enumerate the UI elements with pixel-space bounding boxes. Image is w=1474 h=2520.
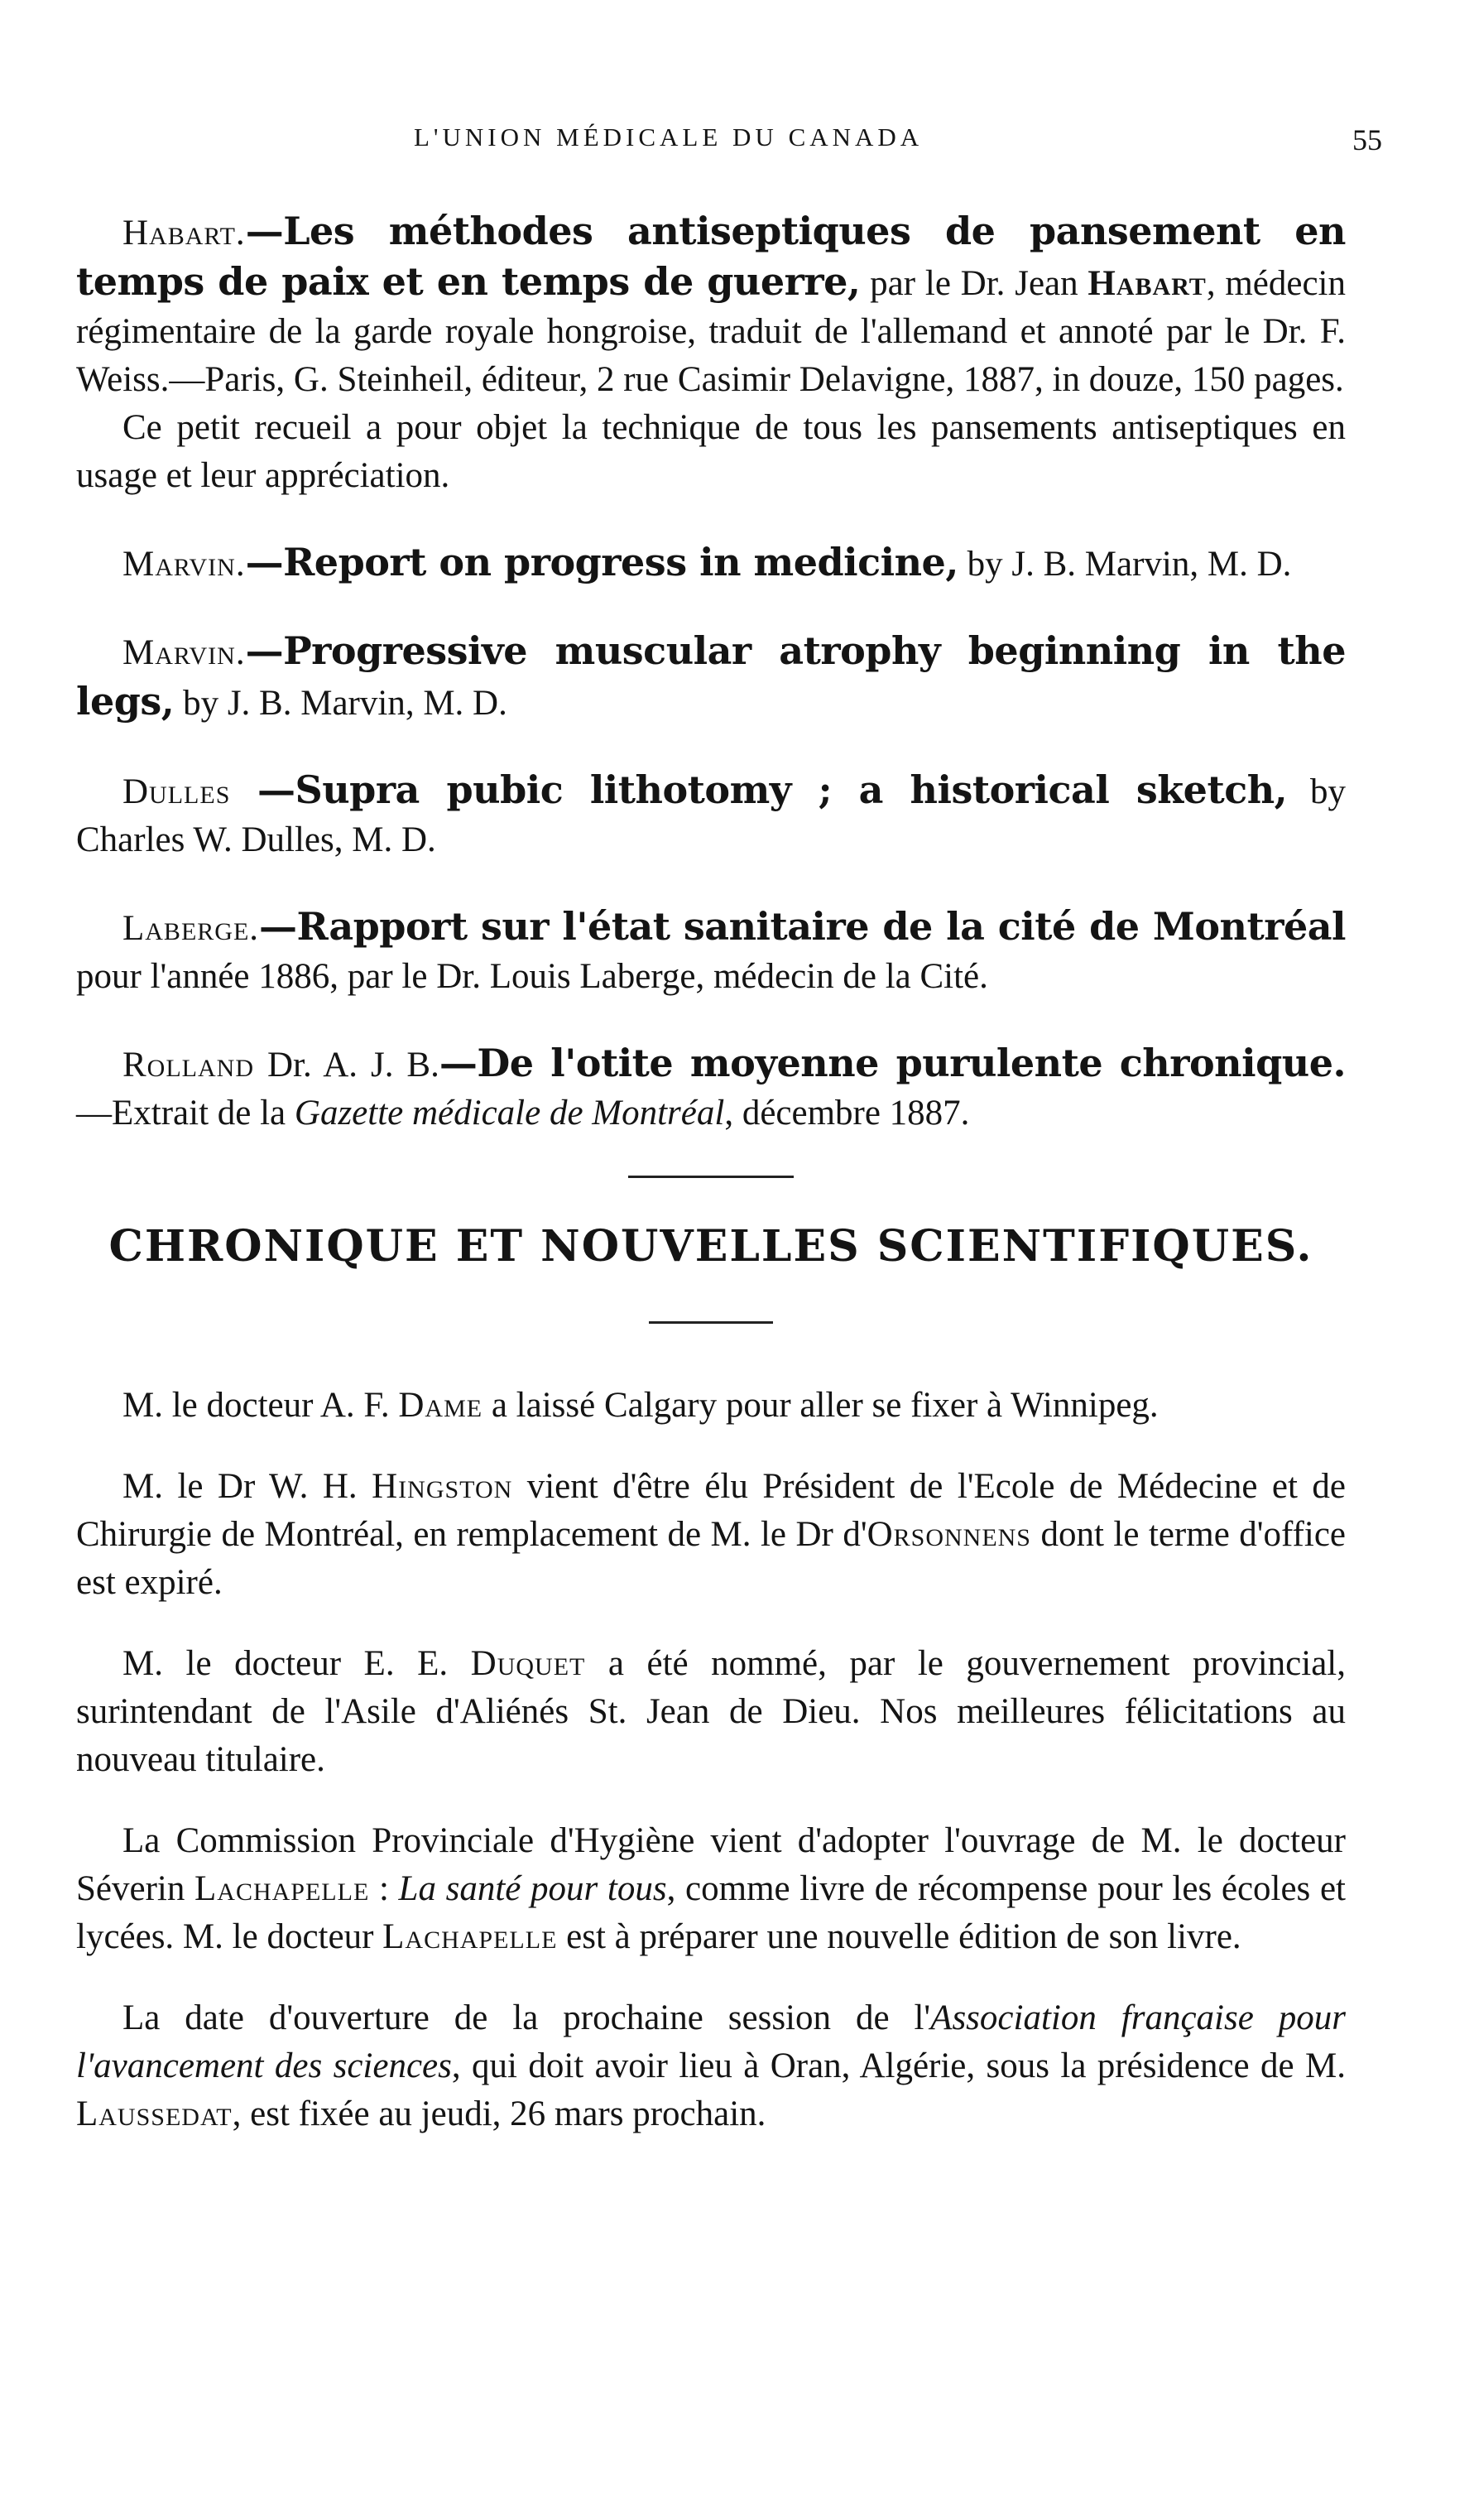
news-text: La Commission Provinciale d'Hygiène vient d'adopter l'ouvrage de M. le docteur Séverin <box>76 1821 1346 1908</box>
entry-author: Marvin. <box>122 633 246 672</box>
association-name: Association française pour l'avancement des sciences <box>76 1998 1346 2085</box>
entry-details: , médecin régimentaire de la garde royale hongroise, traduit de l'allemand et annoté par le Dr. F. Weiss.—Paris, G. Steinheil, éditeur, 2 rue Casimir Delavigne, 1887, in douze, 150 pages. <box>76 264 1347 399</box>
entry-details: by Charles W. Dulles, M. D. <box>76 772 1347 859</box>
entry-title: —Progressive muscular atrophy beginning in the legs, <box>76 628 1346 724</box>
bibliography-entry-dulles <box>76 766 1346 864</box>
entry-summary: Ce petit recueil a pour objet la technique de tous les pansements antiseptiques en usage et leur appréciation. <box>76 408 1346 495</box>
entry-details: by J. B. Marvin, M. D. <box>174 684 507 723</box>
news-text: est à préparer une nouvelle édition de son livre. <box>557 1917 1241 1956</box>
entry-details: pour l'année 1886, par le Dr. Louis Laberge, médecin de la Cité. <box>76 957 988 996</box>
news-item-association <box>76 1994 1346 2138</box>
news-text: , comme livre de récompense pour les écoles et lycées. M. le docteur <box>76 1869 1346 1956</box>
person-name: Orsonnens <box>867 1515 1031 1554</box>
entry-title: —De l'otite moyenne purulente chronique. <box>439 1041 1346 1085</box>
running-head <box>74 123 1382 172</box>
entry-citation <box>76 538 1346 589</box>
person-name: Lachapelle <box>194 1869 370 1908</box>
entry-details: par le Dr. Jean <box>860 264 1088 303</box>
bibliography-entry-habart <box>76 207 1346 500</box>
news-item-lachapelle <box>76 1817 1346 1961</box>
news-text: , qui doit avoir lieu à Oran, Algérie, sous la présidence de M. <box>451 2046 1347 2085</box>
entry-author: Marvin. <box>122 545 246 584</box>
news-item-hingston <box>76 1463 1346 1607</box>
news-text: M. le Dr W. H. <box>122 1467 372 1506</box>
book-title: La santé pour tous <box>398 1869 667 1908</box>
bibliography-entry-marvin-atrophy <box>76 627 1346 728</box>
news-item-duquet <box>76 1640 1346 1784</box>
news-text: a laissé Calgary pour aller se fixer à Winnipeg. <box>483 1386 1159 1425</box>
section-heading: CHRONIQUE ET NOUVELLES SCIENTIFIQUES. <box>108 1221 1313 1272</box>
person-name: Lachapelle <box>382 1917 558 1956</box>
entry-citation <box>76 1039 1346 1137</box>
entry-citation <box>76 207 1346 404</box>
news-text: M. le docteur A. F. <box>122 1386 399 1425</box>
news-text: La date d'ouverture de la prochaine session de l' <box>122 1998 931 2037</box>
news-text: : <box>369 1869 399 1908</box>
entry-title: —Les méthodes antiseptiques de pansement en temps de paix et en temps de guerre, <box>76 209 1346 304</box>
bibliography-entry-rolland <box>76 1039 1346 1137</box>
entry-title: —Rapport sur l'état sanitaire de la cité de Montréal <box>259 904 1346 949</box>
entry-title: —Supra pubic lithotomy ; a historical sketch, <box>230 767 1288 812</box>
entry-author: Rolland <box>122 1046 254 1084</box>
running-title: L'UNION MÉDICALE DU CANADA <box>414 123 924 151</box>
page-number: 55 <box>1352 123 1382 156</box>
news-text: M. le docteur E. E. <box>122 1644 471 1683</box>
person-name: Dame <box>398 1386 483 1425</box>
section-divider <box>649 1321 773 1324</box>
news-text: a été nommé, par le gouvernement provincial, surintendant de l'Asile d'Aliénés St. Jean de Dieu. Nos meilleures félicitations au nouveau titulaire. <box>76 1644 1346 1779</box>
entry-details: by J. B. Marvin, M. D. <box>958 545 1292 584</box>
entry-citation <box>76 766 1346 864</box>
entry-citation <box>76 627 1346 728</box>
person-name: Duquet <box>470 1644 586 1683</box>
news-text: , est fixée au jeudi, 26 mars prochain. <box>232 2094 766 2133</box>
entry-title: —Report on progress in medicine, <box>245 540 958 584</box>
page-content <box>76 207 1346 2171</box>
news-text: dont le terme d'office est expiré. <box>76 1515 1346 1602</box>
entry-author-rest: Dr. A. J. B. <box>254 1046 439 1084</box>
entry-author: Habart. <box>122 214 246 252</box>
entry-author: Dulles <box>122 772 231 811</box>
entry-details: , décembre 1887. <box>724 1094 970 1133</box>
news-item-dame <box>76 1382 1346 1430</box>
entry-author-name: Habart <box>1087 264 1207 303</box>
bibliography-entry-laberge <box>76 902 1346 1001</box>
entry-citation <box>76 902 1346 1001</box>
entry-details: —Extrait de la <box>76 1094 295 1133</box>
news-text: vient d'être élu Président de l'Ecole de Médecine et de Chirurgie de Montréal, en remplacement de M. le Dr d' <box>76 1467 1346 1554</box>
section-divider <box>628 1176 794 1178</box>
person-name: Laussedat <box>76 2094 233 2133</box>
entry-journal: Gazette médicale de Montréal <box>294 1094 725 1133</box>
entry-author: Laberge. <box>122 909 260 948</box>
bibliography-entry-marvin-report <box>76 538 1346 589</box>
person-name: Hingston <box>372 1467 513 1506</box>
